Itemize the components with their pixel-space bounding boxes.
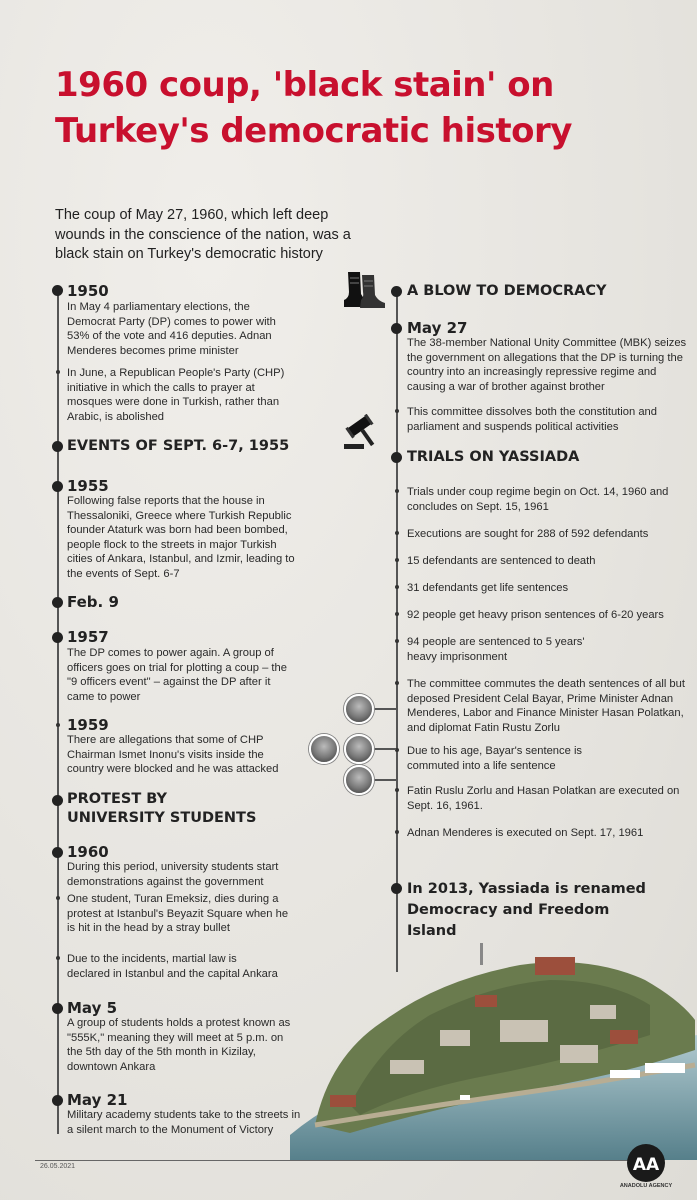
- trial-item: Due to his age, Bayar's sentence is commuted into a life sentence: [407, 745, 583, 772]
- heading-2013-renamed: In 2013, Yassiada is renamed Democracy and Freedom Island: [407, 881, 646, 939]
- timeline-dot: [52, 481, 63, 492]
- text-1955: Following false reports that the house in Thessaloniki, Greece where Turkish Republic founder Ataturk was born had been bombed, people flock to the streets in major Turkish cities of Ankara, Istanbul, and Izmir, leading to the events of Sept. 6-7: [67, 495, 295, 580]
- heading-events-1955: EVENTS OF SEPT. 6-7, 1955: [67, 438, 290, 454]
- page-subtitle: The coup of May 27, 1960, which left deep wounds in the conscience of the nation, was a black stain on Turkey's democratic history: [55, 207, 351, 262]
- gavel-icon: [340, 414, 384, 450]
- timeline-dot: [52, 285, 63, 296]
- timeline-dot: [391, 286, 402, 297]
- text-may-27-dissolve: This committee dissolves both the constitution and parliament and suspends political activities: [407, 406, 657, 433]
- timeline-dot: [391, 883, 402, 894]
- timeline-subdot: [395, 639, 399, 643]
- trial-item: 92 people get heavy prison sentences of 6-20 years: [407, 609, 664, 621]
- text-may-5: A group of students holds a protest known as "555K," meaning they will meet at 5 p.m. on the 5th day of the 5th month in Kizilay, downtown Ankara: [67, 1017, 291, 1073]
- timeline-subdot: [395, 409, 399, 413]
- text-1950-elections: In May 4 parliamentary elections, the Democrat Party (DP) comes to power with 53% of the vote and 416 deputies. Adnan Menderes becomes prime minister: [67, 301, 276, 357]
- island-aerial-photo: [290, 935, 697, 1160]
- text-may-27-mbk: The 38-member National Unity Committee (MBK) seizes the government on allegations that the DP is turning the country into an increasingly repressive regime and causing a war of brother against brother: [407, 337, 687, 393]
- anadolu-agency-logo: [626, 1143, 666, 1183]
- timeline-subdot: [395, 612, 399, 616]
- portrait-photo: [344, 694, 374, 724]
- portrait-photo: [344, 734, 374, 764]
- date-may-27: May 27: [407, 319, 468, 337]
- trial-item: The committee commutes the death sentences of all but deposed President Celal Bayar, Prime Minister Adnan Menderes, Labor and Finance Minister Hasan Polatkan, and diplomat Fatin Rustu Zorlu: [407, 678, 685, 734]
- text-may-21: Military academy students take to the streets in a silent march to the Monument of Victory: [67, 1109, 301, 1136]
- portrait-photo: [309, 734, 339, 764]
- timeline-dot: [391, 452, 402, 463]
- trial-item: Executions are sought for 288 of 592 defendants: [407, 528, 649, 540]
- timeline-subdot: [395, 489, 399, 493]
- year-1950: 1950: [67, 282, 109, 300]
- heading-trials-yassiada: TRIALS ON YASSIADA: [407, 449, 580, 465]
- timeline-subdot: [395, 531, 399, 535]
- text-1960-emeksiz: One student, Turan Emeksiz, dies during a protest at Istanbul's Beyazit Square when he is hit in the head by a stray bullet: [67, 893, 289, 935]
- heading-protest: PROTEST BY UNIVERSITY STUDENTS: [67, 791, 257, 826]
- trial-item: 31 defendants get life sentences: [407, 582, 569, 594]
- timeline-subdot: [395, 585, 399, 589]
- timeline-subdot: [56, 956, 60, 960]
- trial-item: 94 people are sentenced to 5 years' heavy imprisonment: [407, 636, 585, 663]
- timeline-dot: [52, 847, 63, 858]
- agency-name: ANADOLU AGENCY: [619, 1183, 673, 1189]
- boots-icon: [340, 270, 388, 310]
- text-1957: The DP comes to power again. A group of officers goes on trial for plotting a coup – the "9 officers event" – against the DP after it came to power: [67, 647, 287, 703]
- date-may-5: May 5: [67, 999, 118, 1017]
- trial-item: Trials under coup regime begin on Oct. 14, 1960 and concludes on Sept. 15, 1961: [407, 486, 669, 513]
- timeline-subdot: [56, 723, 60, 727]
- text-1959: There are allegations that some of CHP Chairman Ismet Inonu's visits inside the country were blocked and he was attacked: [67, 734, 279, 776]
- footer-divider: [35, 1160, 630, 1161]
- timeline-subdot: [56, 896, 60, 900]
- text-1960-demonstrations: During this period, university students start demonstrations against the government: [67, 861, 279, 888]
- timeline-dot: [52, 1003, 63, 1014]
- text-1960-martial-law: Due to the incidents, martial law is declared in Istanbul and the capital Ankara: [67, 953, 278, 980]
- trial-item: Adnan Menderes is executed on Sept. 17, 1961: [407, 827, 644, 839]
- portrait-photo: [344, 765, 374, 795]
- timeline-dot: [52, 795, 63, 806]
- year-1957: 1957: [67, 628, 109, 646]
- page-title: 1960 coup, 'black stain' on Turkey's democratic history: [55, 65, 572, 151]
- heading-blow-to-democracy: A BLOW TO DEMOCRACY: [407, 283, 607, 299]
- timeline-subdot: [395, 788, 399, 792]
- year-1960: 1960: [67, 843, 109, 861]
- timeline-subdot: [395, 681, 399, 685]
- year-1955: 1955: [67, 477, 109, 495]
- timeline-subdot: [395, 558, 399, 562]
- text-1950-prayer: In June, a Republican People's Party (CHP) initiative in which the calls to prayer at mosques were done in Turkish, rather than Arabic, is abolished: [67, 367, 285, 423]
- year-1959: 1959: [67, 716, 109, 734]
- date-feb-9: Feb. 9: [67, 593, 119, 611]
- timeline-dot: [52, 597, 63, 608]
- timeline-dot: [391, 323, 402, 334]
- timeline-dot: [52, 441, 63, 452]
- timeline-dot: [52, 1095, 63, 1106]
- trial-item: Fatin Ruslu Zorlu and Hasan Polatkan are executed on Sept. 16, 1961.: [407, 785, 680, 812]
- publish-date: 26.05.2021: [40, 1163, 76, 1170]
- date-may-21: May 21: [67, 1091, 128, 1109]
- timeline-subdot: [395, 830, 399, 834]
- logo-letters: AA: [632, 1155, 660, 1175]
- timeline-subdot: [56, 370, 60, 374]
- timeline-dot: [52, 632, 63, 643]
- right-timeline-line: [396, 292, 398, 972]
- trial-item: 15 defendants are sentenced to death: [407, 555, 596, 567]
